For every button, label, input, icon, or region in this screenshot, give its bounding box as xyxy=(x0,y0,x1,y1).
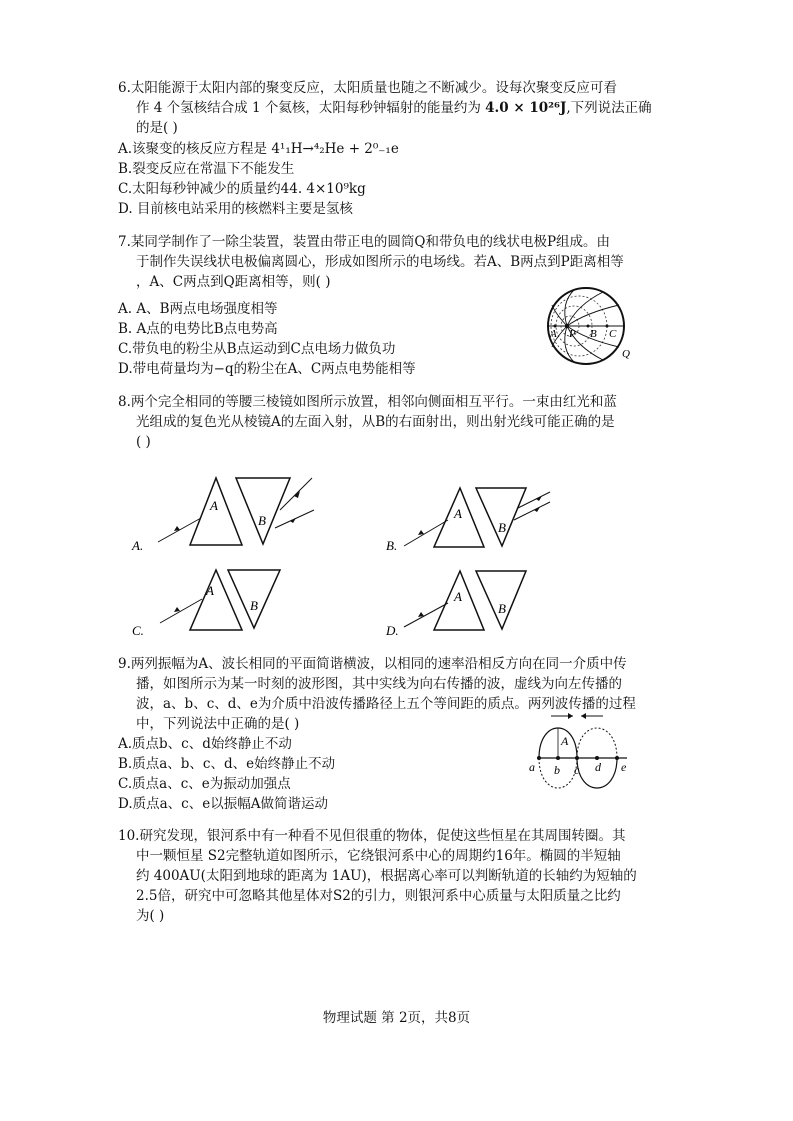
q7-option-c: C.带负电的粉尘从B点运动到C点电场力做负功 xyxy=(118,341,396,357)
q9-line-3: 波，a、b、c、d、e为介质中沿波传播路径上五个等间距的质点。两列波传播的过程 xyxy=(136,696,636,712)
amplitude-label: A xyxy=(561,734,569,748)
prism-a-label-b: A xyxy=(454,506,462,521)
q6-energy-value: 4.0 × 10²⁶J xyxy=(485,100,567,116)
q7-line-1: 7.某同学制作了一除尘装置，装置由带正电的圆筒Q和带负电的线状电极P组成。由 xyxy=(118,234,611,250)
q8-option-a-label: A. xyxy=(132,538,144,553)
q9-option-b: B.质点a、b、c、d、e始终静止不动 xyxy=(118,756,336,772)
q10-line-5: 为( ) xyxy=(136,908,165,924)
q6-line-2-text: 作 4 个氢核结合成 1 个氦核，太阳每秒钟辐射的能量约为 xyxy=(136,100,486,116)
q8-option-a-figure xyxy=(130,470,330,560)
q8-option-c-figure xyxy=(130,565,330,645)
prism-b-label-b: B xyxy=(498,520,506,535)
point-a-label: a xyxy=(529,760,535,774)
q8-option-c-label: C. xyxy=(132,623,144,638)
q6-line-2-tail: ,下列说法正确 xyxy=(566,100,652,116)
q9-wave-figure xyxy=(525,708,640,798)
point-b-label: b xyxy=(554,763,560,777)
q9-line-1: 9.两列振幅为A、波长相同的平面简谐横波，以相同的速率沿相反方向在同一介质中传 xyxy=(118,656,627,672)
q10-line-4: 2.5倍，研究中可忽略其他星体对S2的引力，则银河系中心质量与太阳质量之比约 xyxy=(136,888,621,904)
q9-line-4: 中，下列说法中正确的是( ) xyxy=(136,716,300,732)
q6-option-d: D. 目前核电站采用的核燃料主要是氢核 xyxy=(118,201,353,217)
q7-electric-field-figure xyxy=(535,283,640,365)
q7-option-d: D.带电荷量均为−q的粉尘在A、C两点电势能相等 xyxy=(118,361,416,377)
prism-a-label-c: A xyxy=(206,583,214,598)
q6-option-b: B.裂变反应在常温下不能发生 xyxy=(118,161,295,177)
q6-line-1: 6.太阳能源于太阳内部的聚变反应，太阳质量也随之不断减少。设每次聚变反应可看 xyxy=(118,80,617,96)
q9-option-a: A.质点b、c、d始终静止不动 xyxy=(118,736,292,752)
q8-option-b-label: B. xyxy=(386,538,398,553)
q7-option-a: A. A、B两点电场强度相等 xyxy=(118,301,278,317)
label-q: Q xyxy=(622,348,630,360)
q8-option-b-figure xyxy=(384,480,564,560)
q7-line-3: ，A、C两点到Q距离相等，则( ) xyxy=(136,274,331,290)
q7-option-b: B. A点的电势比B点电势高 xyxy=(118,321,278,337)
prism-b-label: B xyxy=(258,513,266,528)
q10-line-3: 约 400AU(太阳到地球的距离为 1AU)，根据离心率可以判断轨道的长轴约为短轴的 xyxy=(136,868,637,884)
q9-option-c: C.质点a、c、e为振动加强点 xyxy=(118,776,291,792)
label-a: A xyxy=(550,328,557,340)
label-b: B xyxy=(590,328,597,340)
q6-option-a: A.该聚变的核反应方程是 4¹₁H→⁴₂He + 2⁰₋₁e xyxy=(118,141,399,157)
q10-line-2: 中一颗恒星 S2完整轨道如图所示，它绕银河系中心的周期约16年。椭圆的半短轴 xyxy=(136,848,621,864)
q6-line-3: 的是( ) xyxy=(136,120,178,136)
q9-line-2: 播，如图所示为某一时刻的波形图，其中实线为向右传播的波，虚线为向左传播的 xyxy=(136,676,622,692)
point-e-label: e xyxy=(621,760,627,774)
q7-line-2: 于制作失误线状电极偏离圆心，形成如图所示的电场线。若A、B两点到P距离相等 xyxy=(136,254,624,270)
q8-line-3: ( ) xyxy=(136,434,151,450)
q8-line-1: 8.两个完全相同的等腰三棱镜如图所示放置，相邻向侧面相互平行。一束由红光和蓝 xyxy=(118,394,617,410)
q6-option-c: C.太阳每秒钟减少的质量约44. 4×10⁹kg xyxy=(118,181,366,197)
prism-a-label-d: A xyxy=(454,589,462,604)
prism-a-label: A xyxy=(210,498,218,513)
q8-option-d-figure xyxy=(384,565,564,645)
q6-line-2 xyxy=(136,98,652,118)
q10-line-1: 10.研究发现，银河系中有一种看不见但很重的物体，促使这些恒星在其周围转圈。其 xyxy=(118,828,626,844)
q9-option-d: D.质点a、c、e以振幅A做简谐运动 xyxy=(118,796,328,812)
prism-b-label-c: B xyxy=(250,598,258,613)
q8-option-d-label: D. xyxy=(386,623,399,638)
label-p: P xyxy=(569,328,576,340)
point-d-label: d xyxy=(595,760,601,774)
q8-line-2: 光组成的复色光从棱镜A的左面入射，从B的右面射出，则出射光线可能正确的是 xyxy=(136,414,615,430)
label-c: C xyxy=(609,328,617,340)
point-c-label: c xyxy=(574,763,580,777)
prism-b-label-d: B xyxy=(498,601,506,616)
page-footer: 物理试题 第 2页，共8页 xyxy=(322,1010,471,1026)
